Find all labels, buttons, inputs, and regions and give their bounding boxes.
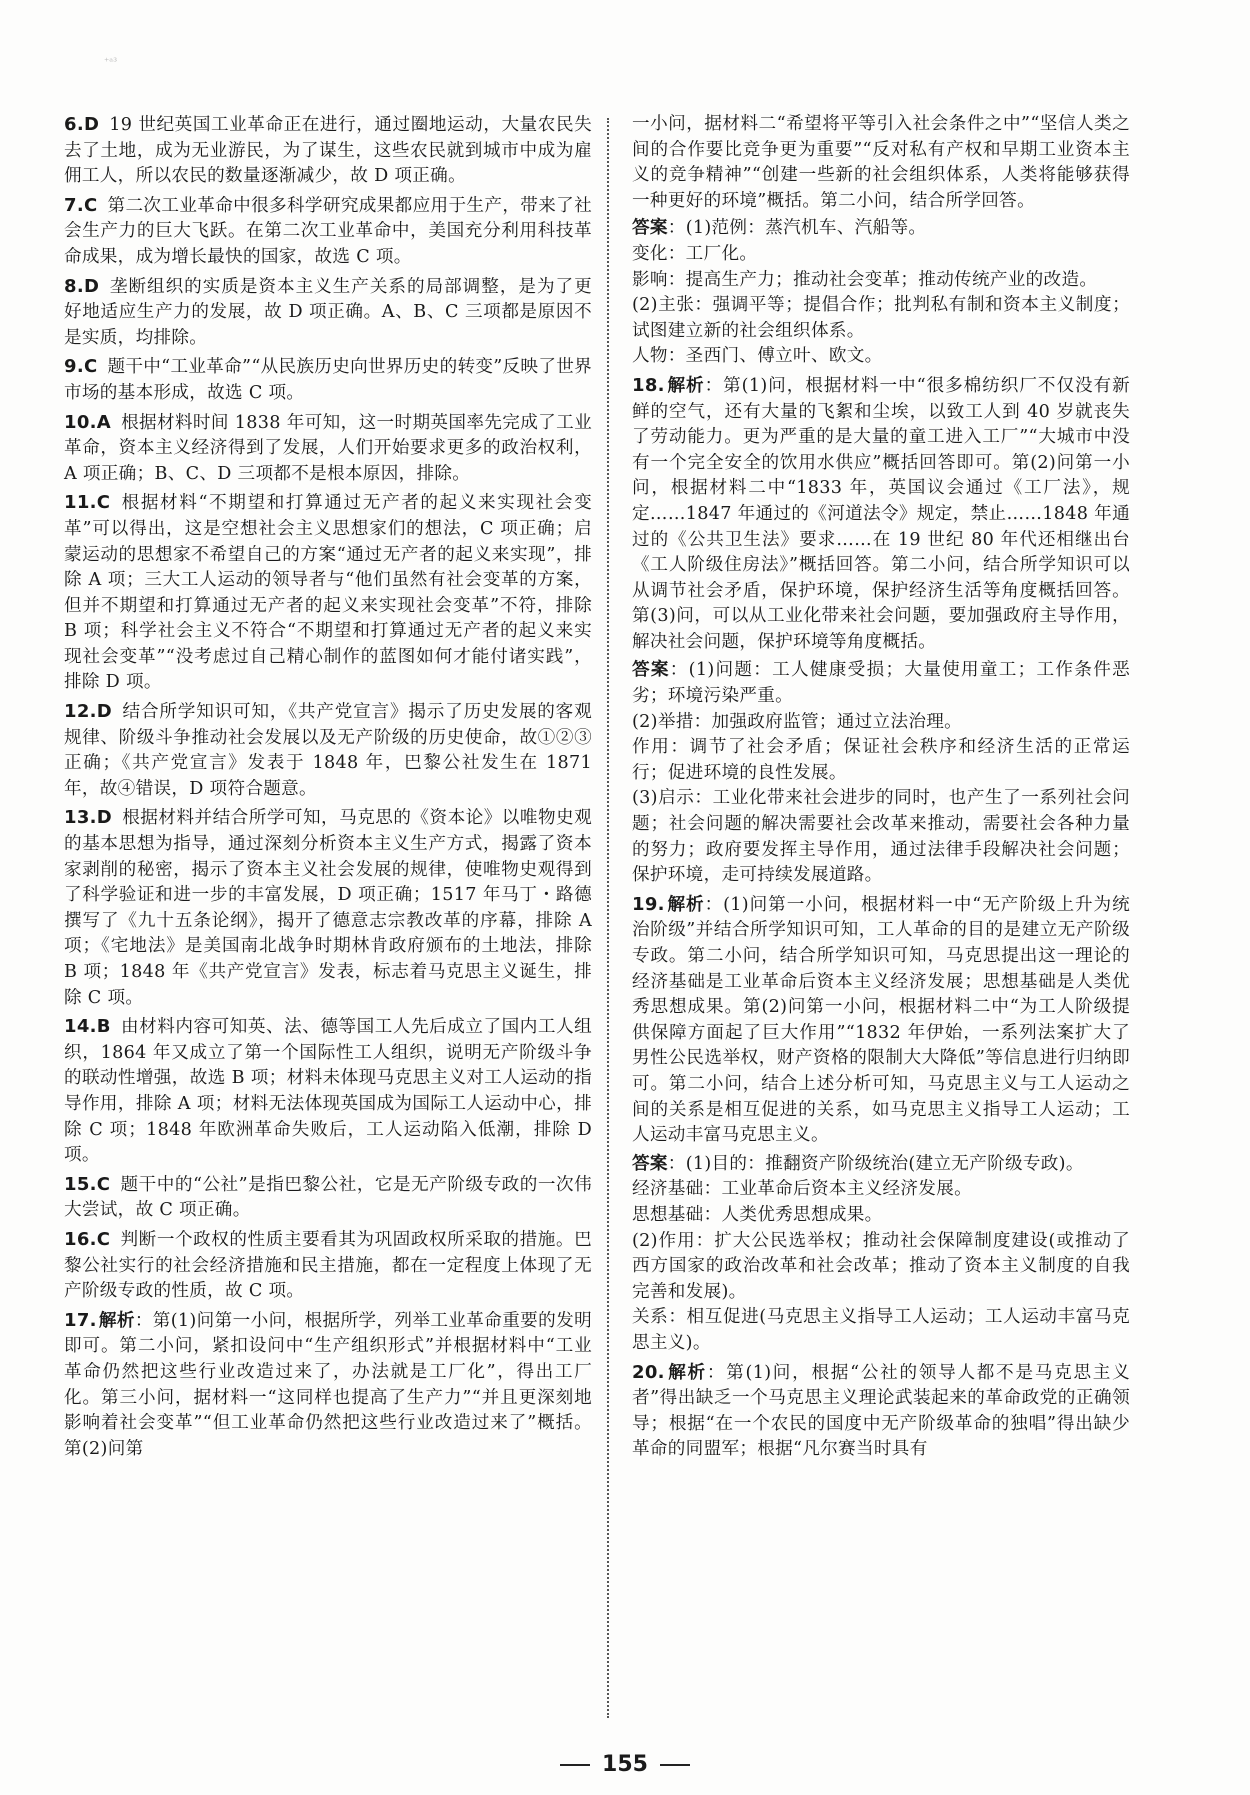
answer-label: 答案 xyxy=(632,218,668,239)
answer-19-line-2: 经济基础：工业革命后资本主义经济发展。 xyxy=(632,1179,972,1200)
left-column xyxy=(64,112,592,1465)
item-number: 11.C xyxy=(64,492,111,514)
item-text: 判断一个政权的性质主要看其为巩固政权所采取的措施。巴黎公社实行的社会经济措施和民主措施，都在一定程度上体现了无产阶级专政的性质，故 C 项。 xyxy=(64,1229,592,1302)
answer-item-9 xyxy=(64,354,592,406)
answer-item-6 xyxy=(64,112,592,190)
item-number: 17. xyxy=(64,1309,97,1331)
footer-dash-left xyxy=(560,1764,590,1766)
answer-18-line-2: (2)举措：加强政府监管；通过立法治理。 xyxy=(632,711,963,732)
item-text: 第二次工业革命中很多科学研究成果都应用于生产，带来了社会生产力的巨大飞跃。在第二次工业革命中，美国充分利用科技革命成果，成为增长最快的国家，故选 C 项。 xyxy=(64,195,592,267)
answer-17-line-4: (2)主张：强调平等；提倡合作；批判私有制和资本主义制度；试图建立新的社会组织体系。 xyxy=(632,295,1130,341)
answer-19-line-4: (2)作用：扩大公民选举权；推动社会保障制度建设(或推动了西方国家的政治改革和社会改革；推动了资本主义制度的自我完善和发展)。 xyxy=(632,1230,1130,1302)
right-column xyxy=(632,112,1130,1466)
answer-17-line-2: 变化：工厂化。 xyxy=(632,243,758,264)
answer-19-line-3: 思想基础：人类优秀思想成果。 xyxy=(632,1204,883,1225)
item-number: 8.D xyxy=(64,275,100,297)
answer-18-line-4: (3)启示：工业化带来社会进步的同时，也产生了一系列社会问题；社会问题的解决需要社会改革来推动，需要社会各种力量的努力；政府要发挥主导作用，通过法律手段解决社会问题；保护环境，走可持续发展道路。 xyxy=(632,788,1130,886)
answer-item-19 xyxy=(632,892,1130,1149)
answer-17-line-1 xyxy=(632,216,1130,242)
answer-item-20 xyxy=(632,1360,1130,1463)
answer-18-line-3: 作用：调节了社会矛盾；保证社会秩序和经济生活的正常运行；促进环境的良性发展。 xyxy=(632,737,1130,783)
item-number: 13.D xyxy=(64,807,113,829)
analysis-label: 解析 xyxy=(98,1310,135,1331)
item-text: ：(1)问第一小问，根据材料一中“无产阶级上升为统治阶级”并结合所学知识可知，工人革命的目的是建立无产阶级专政。第二小问，结合所学知识可知，马克思提出这一理论的经济基础是工业革命后资本主义经济发展；思想基础是人类优秀思想成果。第(2)问第一小问，根据材料二中“为工人阶级提供保障方面起了巨大作用”“1832 年伊始，一系列法案扩大了男性公民选举权，财产资格的限制大大降低”等信息进行归纳即可。第二小问，结合上述分析可知，马克思主义与工人运动之间的关系是相互促进的关系，如马克思主义指导工人运动；工人运动丰富马克思主义。 xyxy=(632,894,1130,1146)
item-text: 题干中的“公社”是指巴黎公社，它是无产阶级专政的一次伟大尝试，故 C 项正确。 xyxy=(64,1174,592,1221)
answer-19-line-5: 关系：相互促进(马克思主义指导工人运动；工人运动丰富马克思主义)。 xyxy=(632,1307,1130,1353)
item-text: 根据材料并结合所学可知，马克思的《资本论》以唯物史观的基本思想为指导，通过深刻分析资本主义生产方式，揭露了资本家剥削的秘密，揭示了资本主义社会发展的规律，使唯物史观得到了科学验证和进一步的丰富发展，D 项正确；1517 年马丁・路德撰写了《九十五条论纲》，揭开了德意志宗教改革的序幕，排除 A 项；《宅地法》是美国南北战争时期林肯政府颁布的土地法，排除 B 项；1848 年《共产党宣言》发表，标志着马克思主义诞生，排除 C 项。 xyxy=(64,808,592,1008)
item-text: 垄断组织的实质是资本主义生产关系的局部调整，是为了更好地适应生产力的发展，故 D 项正确。A、B、C 三项都是原因不是实质，均排除。 xyxy=(64,276,592,348)
item-text: 根据材料“不期望和打算通过无产者的起义来实现社会变革”可以得出，这是空想社会主义思想家们的想法，C 项正确；启蒙运动的思想家不希望自己的方案“通过无产者的起义来实现”，排除 A 项；三大工人运动的领导者与“他们虽然有社会变革的方案，但并不期望和打算通过无产者的起义来实现社会变革”不符，排除 B 项；科学社会主义不符合“不期望和打算通过无产者的起义来实现社会变革”“没考虑过自己精心制作的蓝图如何才能付诸实践”，排除 D 项。 xyxy=(64,493,592,693)
item-number: 6.D xyxy=(64,114,100,135)
item-number: 20. xyxy=(632,1361,665,1383)
answer-19-line-1 xyxy=(632,1152,1130,1178)
item-number: 12.D xyxy=(64,701,113,723)
answer-text: ：(1)问题：工人健康受损；大量使用童工；工作条件恶劣；环境污染严重。 xyxy=(632,660,1130,707)
item-number: 16.C xyxy=(64,1228,111,1250)
answer-item-14 xyxy=(64,1014,592,1169)
item-number: 9.C xyxy=(64,356,98,378)
answer-text: ：(1)目的：推翻资产阶级统治(建立无产阶级专政)。 xyxy=(667,1153,1084,1174)
column-divider xyxy=(607,118,609,1718)
analysis-label: 解析 xyxy=(666,894,705,915)
answer-item-10 xyxy=(64,410,592,488)
item-number: 7.C xyxy=(64,194,98,216)
item-number: 18. xyxy=(632,374,665,396)
answer-item-15 xyxy=(64,1172,592,1224)
page-number: 155 xyxy=(602,1752,648,1777)
page-number-footer xyxy=(0,1752,1250,1777)
analysis-label: 解析 xyxy=(666,1362,707,1383)
analysis-label: 解析 xyxy=(666,375,705,396)
item-text: 由材料内容可知英、法、德等国工人先后成立了国内工人组织，1864 年又成立了第一个国际性工人组织，说明无产阶级斗争的联动性增强，故选 B 项；材料未体现马克思主义对工人运动的指导作用，排除 A 项；材料无法体现英国成为国际工人运动中心，排除 C 项；1848 年欧洲革命失败后，工人运动陷入低潮，排除 D 项。 xyxy=(64,1017,592,1166)
answer-label: 答案 xyxy=(632,1153,668,1174)
answer-18-line-1 xyxy=(632,658,1130,709)
answer-item-18 xyxy=(632,373,1130,656)
answer-17-line-5: 人物：圣西门、傅立叶、欧文。 xyxy=(632,346,883,367)
answer-item-17 xyxy=(64,1308,592,1463)
item-number: 19. xyxy=(632,893,665,915)
item-17-continued: 一小问，据材料二“希望将平等引入社会条件之中”“坚信人类之间的合作要比竞争更为重要”“反对私有产权和早期工业资本主义的竞争精神”“创建一些新的社会组织体系，人类将能够获得一种更好的环境”概括。第二小问，结合所学回答。 xyxy=(632,114,1130,211)
item-text: 19 世纪英国工业革命正在进行，通过圈地运动，大量农民失去了土地，成为无业游民，为了谋生，这些农民就到城市中成为雇佣工人，所以农民的数量逐渐减少，故 D 项正确。 xyxy=(64,115,592,187)
item-number: 15.C xyxy=(64,1173,111,1195)
answer-item-16 xyxy=(64,1227,592,1305)
item-text: 题干中“工业革命”“从民族历史向世界历史的转变”反映了世界市场的基本形成，故选 C 项。 xyxy=(64,357,593,403)
answer-17-line-3: 影响：提高生产力；推动社会变革；推动传统产业的改造。 xyxy=(632,269,1098,290)
answer-text: ：(1)范例：蒸汽机车、汽船等。 xyxy=(667,218,927,239)
answer-item-8 xyxy=(64,274,592,352)
item-text: ：第(1)问第一小问，根据所学，列举工业革命重要的发明即可。第二小问，紧扣设问中“生产组织形式”并根据材料中“工业革命仍然把这些行业改造过来了，办法就是工厂化”，得出工厂化。第三小问，据材料一“这同样也提高了生产力”“并且更深刻地影响着社会变革”“但工业革命仍然把这些行业改造过来了”概括。第(2)问第 xyxy=(64,1310,592,1459)
answer-label: 答案 xyxy=(632,660,670,681)
item-text: 根据材料时间 1838 年可知，这一时期英国率先完成了工业革命，资本主义经济得到了发展，人们开始要求更多的政治权利，A 项正确；B、C、D 三项都不是根本原因，排除。 xyxy=(64,412,592,484)
item-text: 结合所学知识可知，《共产党宣言》揭示了历史发展的客观规律、阶级斗争推动社会发展以及无产阶级的历史使命，故①②③正确；《共产党宣言》发表于 1848 年，巴黎公社发生在 1871 年，故④错误，D 项符合题意。 xyxy=(64,702,592,799)
item-number: 10.A xyxy=(64,411,112,433)
footer-dash-right xyxy=(660,1764,690,1766)
answer-item-7 xyxy=(64,193,592,271)
answer-item-11 xyxy=(64,490,592,696)
answer-item-12 xyxy=(64,699,592,802)
answer-item-13 xyxy=(64,805,592,1011)
item-text: ：第(1)问，根据材料一中“很多棉纺织厂不仅没有新鲜的空气，还有大量的飞絮和尘埃，以致工人到 40 岁就丧失了劳动能力。更为严重的是大量的童工进入工厂”“大城市中没有一个完全安全的饮用水供应”概括回答即可。第(2)问第一小问，根据材料二中“1833 年，英国议会通过《工厂法》，规定……1847 年通过的《河道法令》规定，禁止……1848 年通过的《公共卫生法》要求……在 19 世纪 80 年代还相继出台《工人阶级住房法》”概括回答。第二小问，结合所学知识可以从调节社会矛盾，保护环境，保护经济生活等角度概括回答。第(3)问，可以从工业化带来社会问题，要加强政府主导作用，解决社会问题，保护环境等角度概括。 xyxy=(632,375,1130,652)
item-text: ：第(1)问，根据“公社的领导人都不是马克思主义者”得出缺乏一个马克思主义理论武装起来的革命政党的正确领导；根据“在一个农民的国度中无产阶级革命的独唱”得出缺少革命的同盟军；根据“凡尔赛当时具有 xyxy=(632,1362,1130,1460)
item-number: 14.B xyxy=(64,1016,111,1038)
corner-mark: ⁺ᵃ³ xyxy=(104,57,118,68)
